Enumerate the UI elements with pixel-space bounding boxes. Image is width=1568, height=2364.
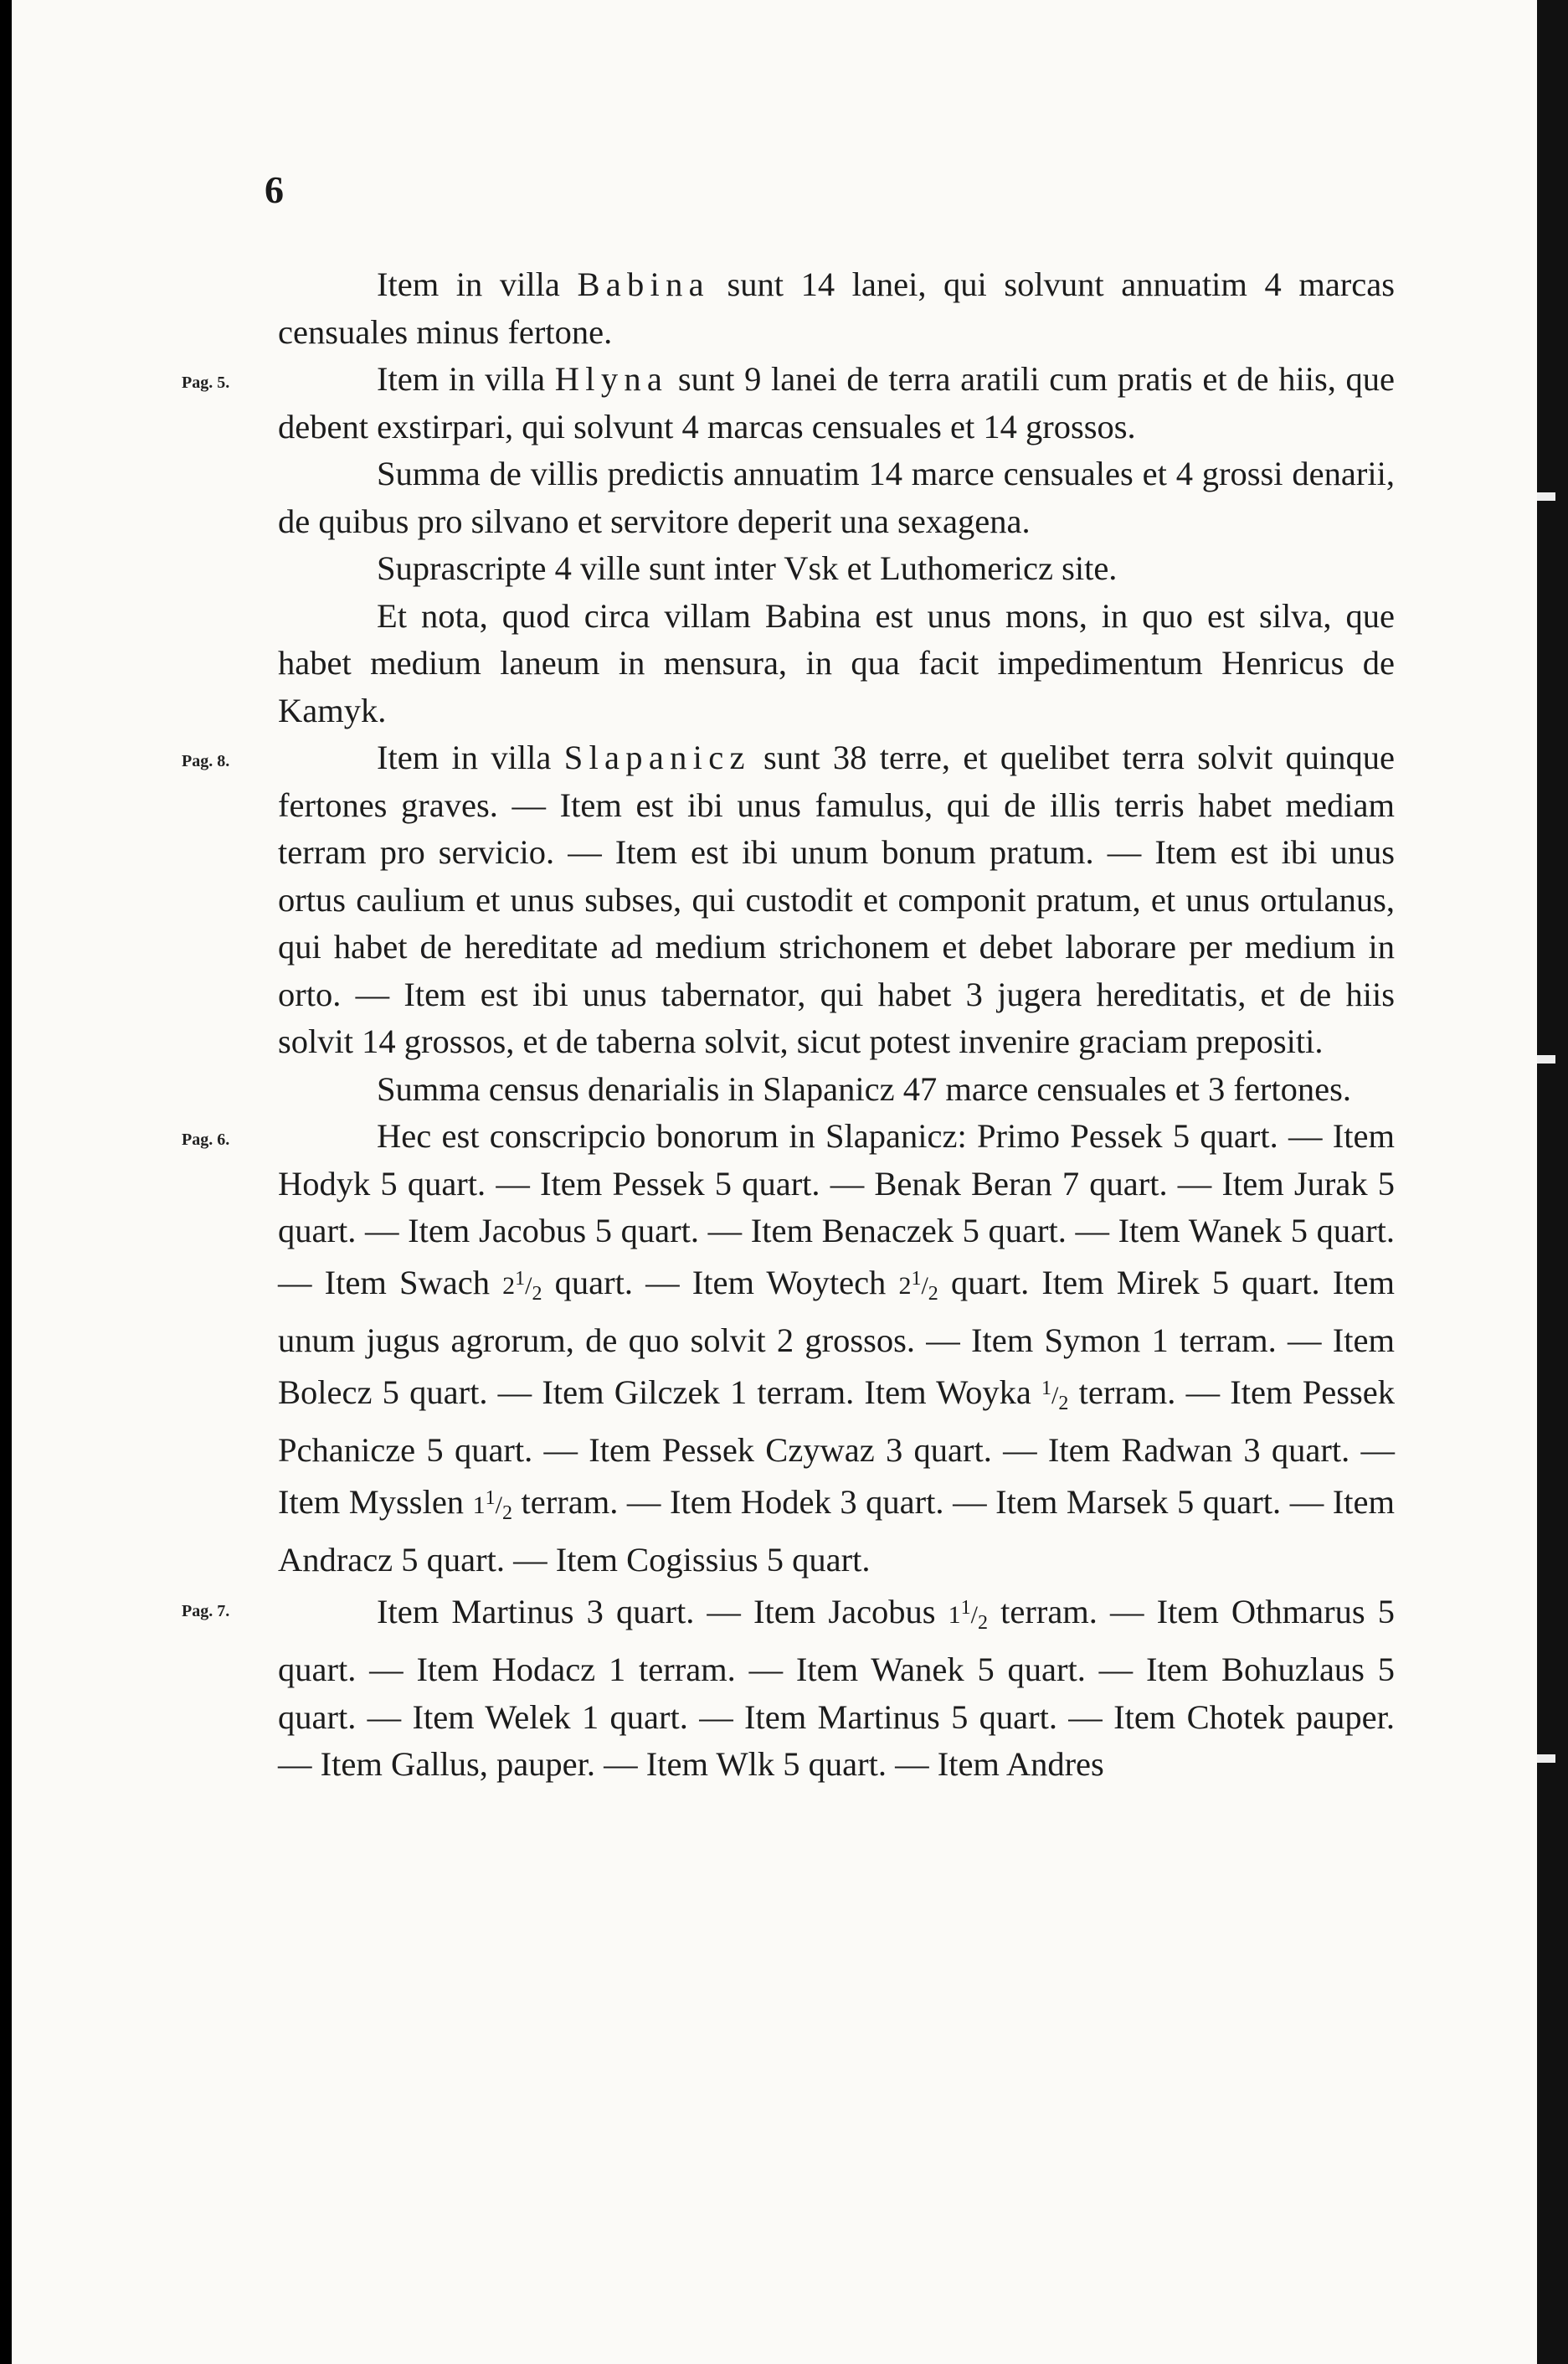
margin-page-reference: Pag. 8. [182,752,230,770]
text-run: sunt 9 lanei de terra aratili cum pratis et de hiis, que debent exstirpari, qui solvunt 4 marcas censuales et 14 grossos. [278,360,1395,446]
fraction: $1^1/_2$ [472,1486,512,1524]
margin-page-reference: Pag. 5. [182,373,230,392]
text-run: Summa census denarialis in Slapanicz 47 marce censuales et 3 fertones. [377,1069,1351,1108]
margin-page-reference: Pag. 6. [182,1130,230,1149]
fraction-denominator: 2 [532,1282,542,1305]
text-run: terram. — Item Hodek 3 quart. — Item Marsek 5 quart. — Item Andracz 5 quart. — Item Cogissius 5 quart. [278,1482,1395,1579]
paragraph [182,356,1395,451]
fraction-denominator: 2 [501,1501,512,1524]
paragraph [278,593,1395,735]
place-name: Babina [577,265,710,303]
text-run: sunt 14 lanei, qui solvunt annuatim 4 marcas censuales minus fertone. [278,265,1396,351]
text-run: Item in villa [377,360,555,398]
text-run: quart. — Item Woytech [542,1263,899,1301]
paragraph [182,1113,1395,1584]
text-run: Item in villa [377,265,578,303]
binding-mark [1537,1055,1555,1064]
fraction: $1^1/_2$ [948,1596,989,1634]
text-run: terram. — Item Othmarus 5 quart. — Item Hodacz 1 terram. — Item Wanek 5 quart. — Item Bohuzlaus 5 quart. — Item Welek 1 quart. — Item Martinus 5 quart. — Item Chotek pauper. — Item Gallus, pauper. — Item Wlk 5 quart. — Item Andres [278,1592,1395,1783]
text-run: Et nota, quod circa villam Babina est unus mons, in quo est silva, que habet medium laneum in mensura, in qua facit impedimentum Henricus de Kamyk. [278,596,1395,729]
place-name: Hlyna [554,360,669,398]
paragraph [278,261,1395,356]
text-run: Hec est conscripcio bonorum in Slapanicz: Primo Pessek 5 quart. — Item Hodyk 5 quart. — Item Pessek 5 quart. — Benak Beran 7 quart. — Item Jurak 5 quart. — Item Jacobus 5 quart. — Item Benaczek 5 quart. — Item Wanek 5 quart. — Item Swach [278,1117,1395,1301]
text-run: terram. — Item Pessek Pchanicze 5 quart. — Item Pessek Czywaz 3 quart. — Item Radwan 3 quart. — Item Mysslen [278,1373,1395,1521]
binding-mark [1537,1754,1555,1763]
paragraph [182,734,1396,1066]
fraction: $2^1/_2$ [502,1267,542,1305]
paragraph [278,545,1395,593]
fraction-numerator: 1 [485,1486,496,1509]
fraction: $2^1/_2$ [898,1267,938,1305]
page-number: 6 [265,168,284,211]
text-run: sunt 38 terre, et quelibet terra solvit quinque fertones graves. — Item est ibi unus famulus, qui de illis terris habet mediam terram pro servicio. — Item est ibi unum bonum pratum. — Item est ibi unus ortus caulium et unus subses, qui custodit et componit pratum, et unus ortulanus, qui habet de hereditate ad medium strichonem et debet laborare per medium in orto. — Item est ibi unus tabernator, qui habet 3 jugera hereditatis, et de hiis solvit 14 grossos, et de taberna solvit, sicut potest invenire graciam prepositi. [278,739,1396,1060]
fraction-whole: 2 [502,1271,516,1300]
scanned-page [12,0,1537,2364]
page-binding-edge [1537,0,1568,2364]
paragraph [278,1066,1395,1114]
fraction-numerator: 1 [960,1596,971,1619]
text-run: Suprascripte 4 ville sunt inter Vsk et Luthomericz site. [377,549,1118,587]
text-run: Item in villa [377,739,564,776]
text-run: Summa de villis predictis annuatim 14 marce censuales et 4 grossi denarii, de quibus pro silvano et servitore deperit una sexagena. [278,455,1395,540]
fraction-denominator: 2 [978,1611,989,1634]
text-run: quart. Item Mirek 5 quart. Item unum jugus agrorum, de quo solvit 2 grossos. — Item Symon 1 terram. — Item Bolecz 5 quart. — Item Gilczek 1 terram. Item Woyka [278,1263,1395,1411]
margin-page-reference: Pag. 7. [182,1601,230,1620]
fraction-numerator: 1 [911,1267,922,1290]
place-name: Slapanicz [563,739,751,776]
fraction: $^1/_2$ [1041,1377,1069,1414]
fraction-whole: 2 [898,1271,912,1300]
fraction-numerator: 1 [515,1267,526,1290]
text-run: Item Martinus 3 quart. — Item Jacobus [377,1592,949,1630]
fraction-denominator: 2 [928,1282,938,1305]
fraction-denominator: 2 [1058,1392,1069,1414]
binding-mark [1537,492,1555,501]
paragraph [182,1584,1395,1789]
paragraph [278,451,1395,545]
text-body [182,261,1396,1789]
fraction-whole: 1 [948,1600,961,1629]
fraction-whole: 1 [472,1491,486,1519]
fraction-numerator: 1 [1041,1377,1052,1399]
